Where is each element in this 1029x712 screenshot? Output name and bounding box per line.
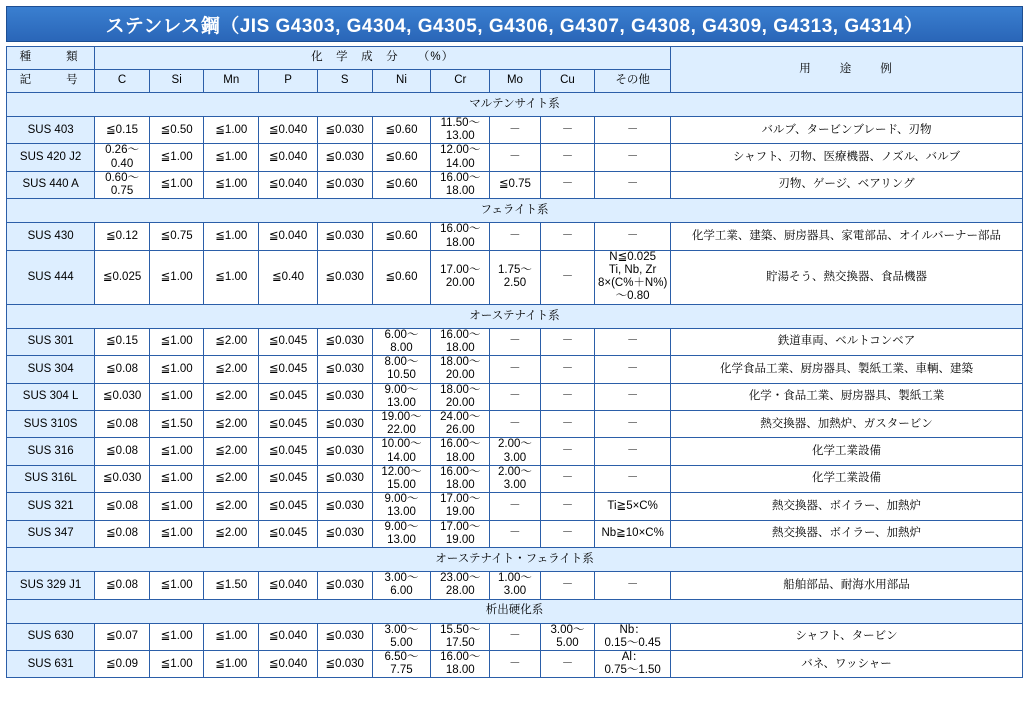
header-col-mo: Mo (490, 70, 540, 93)
cell-use-example: 熱交換器、ボイラー、加熱炉 (670, 493, 1022, 520)
header-col-s: S (317, 70, 372, 93)
steel-code: SUS 316 (7, 438, 95, 465)
cell-mo: － (490, 328, 540, 355)
cell-cr: 11.50～ 13.00 (431, 117, 490, 144)
table-row (7, 572, 1023, 599)
cell-c: ≦0.08 (95, 410, 150, 437)
cell-other: － (595, 465, 671, 492)
cell-mn: ≦1.00 (204, 250, 259, 304)
cell-p: ≦0.040 (259, 171, 318, 198)
steel-code: SUS 420 J2 (7, 144, 95, 171)
cell-use-example: 刃物、ゲージ、ベアリング (670, 171, 1022, 198)
cell-s: ≦0.030 (317, 356, 372, 383)
cell-mo: － (490, 623, 540, 650)
cell-p: ≦0.040 (259, 117, 318, 144)
cell-s: ≦0.030 (317, 171, 372, 198)
cell-ni: 3.00～ 6.00 (372, 572, 431, 599)
steel-code: SUS 329 J1 (7, 572, 95, 599)
cell-si: ≦1.00 (149, 572, 204, 599)
group-name: フェライト系 (7, 199, 1023, 223)
cell-mo: 1.75～ 2.50 (490, 250, 540, 304)
cell-other: － (595, 117, 671, 144)
cell-mo: ≦0.75 (490, 171, 540, 198)
cell-c: ≦0.15 (95, 328, 150, 355)
cell-mn: ≦2.00 (204, 465, 259, 492)
cell-p: ≦0.040 (259, 223, 318, 250)
cell-c: ≦0.08 (95, 438, 150, 465)
steel-code: SUS 403 (7, 117, 95, 144)
cell-c: 0.26～ 0.40 (95, 144, 150, 171)
header-use-group: 用 途 例 (670, 47, 1022, 93)
cell-p: ≦0.040 (259, 144, 318, 171)
cell-s: ≦0.030 (317, 465, 372, 492)
cell-c: ≦0.08 (95, 356, 150, 383)
cell-s: ≦0.030 (317, 438, 372, 465)
cell-cu: － (540, 383, 595, 410)
cell-ni: 12.00～ 15.00 (372, 465, 431, 492)
cell-cr: 16.00～ 18.00 (431, 651, 490, 678)
cell-other: － (595, 171, 671, 198)
cell-si: ≦1.00 (149, 356, 204, 383)
cell-mn: ≦2.00 (204, 383, 259, 410)
cell-mo: 1.00～ 3.00 (490, 572, 540, 599)
group-name: マルテンサイト系 (7, 93, 1023, 117)
cell-c: 0.60～ 0.75 (95, 171, 150, 198)
cell-cr: 17.00～ 19.00 (431, 493, 490, 520)
cell-use-example: 熱交換器、ボイラー、加熱炉 (670, 520, 1022, 547)
cell-si: ≦1.00 (149, 250, 204, 304)
table-row (7, 328, 1023, 355)
cell-cu: － (540, 410, 595, 437)
header-composition-group: 化 学 成 分 （%） (95, 47, 671, 70)
cell-cu: － (540, 651, 595, 678)
cell-other: Nb： 0.15～0.45 (595, 623, 671, 650)
steel-code: SUS 630 (7, 623, 95, 650)
cell-p: ≦0.040 (259, 651, 318, 678)
cell-mn: ≦1.00 (204, 223, 259, 250)
group-name: オーステナイト系 (7, 304, 1023, 328)
table-row (7, 623, 1023, 650)
cell-p: ≦0.40 (259, 250, 318, 304)
cell-p: ≦0.040 (259, 623, 318, 650)
cell-c: ≦0.08 (95, 572, 150, 599)
table-body (7, 93, 1023, 678)
cell-other: Ti≧5×C% (595, 493, 671, 520)
cell-p: ≦0.045 (259, 465, 318, 492)
steel-code: SUS 304 L (7, 383, 95, 410)
table-row (7, 520, 1023, 547)
cell-cu: － (540, 438, 595, 465)
cell-p: ≦0.045 (259, 356, 318, 383)
cell-mo: － (490, 520, 540, 547)
header-col-c: C (95, 70, 150, 93)
cell-cr: 24.00～ 26.00 (431, 410, 490, 437)
cell-ni: 9.00～ 13.00 (372, 520, 431, 547)
cell-si: ≦1.00 (149, 328, 204, 355)
cell-mo: － (490, 383, 540, 410)
cell-cr: 18.00～ 20.00 (431, 356, 490, 383)
cell-mn: ≦1.50 (204, 572, 259, 599)
cell-other: Nb≧10×C% (595, 520, 671, 547)
table-row (7, 493, 1023, 520)
header-kind-line2: 記 号 (7, 70, 95, 93)
cell-cu: － (540, 328, 595, 355)
table-row (7, 250, 1023, 304)
cell-s: ≦0.030 (317, 144, 372, 171)
cell-si: ≦0.50 (149, 117, 204, 144)
cell-cu: － (540, 356, 595, 383)
header-col-other: その他 (595, 70, 671, 93)
cell-ni: ≦0.60 (372, 250, 431, 304)
cell-cu: － (540, 493, 595, 520)
cell-p: ≦0.045 (259, 383, 318, 410)
group-header-row (7, 599, 1023, 623)
cell-si: ≦1.00 (149, 383, 204, 410)
cell-cu: － (540, 144, 595, 171)
group-header-row (7, 304, 1023, 328)
cell-c: ≦0.08 (95, 493, 150, 520)
cell-c: ≦0.025 (95, 250, 150, 304)
cell-s: ≦0.030 (317, 520, 372, 547)
cell-use-example: 化学・食品工業、厨房器具、製紙工業 (670, 383, 1022, 410)
cell-mn: ≦1.00 (204, 144, 259, 171)
cell-mo: － (490, 356, 540, 383)
cell-mo: 2.00～ 3.00 (490, 438, 540, 465)
group-name: オーステナイト・フェライト系 (7, 548, 1023, 572)
cell-s: ≦0.030 (317, 250, 372, 304)
header-col-cr: Cr (431, 70, 490, 93)
cell-p: ≦0.045 (259, 328, 318, 355)
cell-cu: 3.00～ 5.00 (540, 623, 595, 650)
cell-mo: 2.00～ 3.00 (490, 465, 540, 492)
cell-c: ≦0.030 (95, 383, 150, 410)
cell-s: ≦0.030 (317, 623, 372, 650)
header-col-si: Si (149, 70, 204, 93)
cell-ni: 9.00～ 13.00 (372, 493, 431, 520)
cell-cr: 16.00～ 18.00 (431, 438, 490, 465)
steel-code: SUS 631 (7, 651, 95, 678)
cell-c: ≦0.12 (95, 223, 150, 250)
table-header (7, 47, 1023, 93)
steel-code: SUS 304 (7, 356, 95, 383)
cell-use-example: 鉄道車両、ベルトコンベア (670, 328, 1022, 355)
cell-cr: 18.00～ 20.00 (431, 383, 490, 410)
cell-cu: － (540, 465, 595, 492)
page-root (0, 6, 1029, 712)
cell-ni: ≦0.60 (372, 144, 431, 171)
steel-code: SUS 301 (7, 328, 95, 355)
cell-use-example: シャフト、刃物、医療機器、ノズル、バルブ (670, 144, 1022, 171)
cell-mn: ≦2.00 (204, 438, 259, 465)
cell-mn: ≦2.00 (204, 328, 259, 355)
cell-mo: － (490, 223, 540, 250)
cell-use-example: 化学工業設備 (670, 438, 1022, 465)
table-row (7, 383, 1023, 410)
cell-use-example: シャフト、タービン (670, 623, 1022, 650)
cell-other: － (595, 572, 671, 599)
cell-s: ≦0.030 (317, 493, 372, 520)
cell-si: ≦1.00 (149, 171, 204, 198)
cell-use-example: 船舶部品、耐海水用部品 (670, 572, 1022, 599)
cell-cr: 16.00～ 18.00 (431, 171, 490, 198)
cell-cu: － (540, 250, 595, 304)
cell-s: ≦0.030 (317, 383, 372, 410)
cell-mn: ≦1.00 (204, 171, 259, 198)
cell-cr: 16.00～ 18.00 (431, 465, 490, 492)
header-col-p: P (259, 70, 318, 93)
cell-si: ≦1.00 (149, 520, 204, 547)
cell-cr: 16.00～ 18.00 (431, 223, 490, 250)
header-row-group (7, 47, 1023, 70)
cell-s: ≦0.030 (317, 572, 372, 599)
cell-other: － (595, 410, 671, 437)
cell-mo: － (490, 651, 540, 678)
cell-c: ≦0.030 (95, 465, 150, 492)
group-header-row (7, 199, 1023, 223)
cell-other: － (595, 328, 671, 355)
group-name: 析出硬化系 (7, 599, 1023, 623)
cell-cr: 17.00～ 20.00 (431, 250, 490, 304)
header-col-mn: Mn (204, 70, 259, 93)
cell-si: ≦1.00 (149, 465, 204, 492)
cell-other: － (595, 356, 671, 383)
stainless-steel-table (6, 46, 1023, 678)
table-row (7, 410, 1023, 437)
cell-mo: － (490, 117, 540, 144)
cell-s: ≦0.030 (317, 223, 372, 250)
cell-other: － (595, 223, 671, 250)
group-header-row (7, 548, 1023, 572)
cell-ni: 8.00～ 10.50 (372, 356, 431, 383)
cell-s: ≦0.030 (317, 651, 372, 678)
cell-other: N≦0.025 Ti, Nb, Zr 8×(C%＋N%)～0.80 (595, 250, 671, 304)
table-row (7, 117, 1023, 144)
cell-ni: 10.00～ 14.00 (372, 438, 431, 465)
table-row (7, 651, 1023, 678)
cell-si: ≦1.00 (149, 144, 204, 171)
cell-ni: 6.00～ 8.00 (372, 328, 431, 355)
cell-other: － (595, 438, 671, 465)
cell-p: ≦0.040 (259, 572, 318, 599)
cell-c: ≦0.15 (95, 117, 150, 144)
cell-ni: ≦0.60 (372, 223, 431, 250)
group-header-row (7, 93, 1023, 117)
cell-mn: ≦1.00 (204, 623, 259, 650)
cell-ni: 9.00～ 13.00 (372, 383, 431, 410)
cell-mn: ≦2.00 (204, 410, 259, 437)
table-row (7, 171, 1023, 198)
cell-mn: ≦2.00 (204, 520, 259, 547)
cell-mo: － (490, 144, 540, 171)
cell-mn: ≦1.00 (204, 117, 259, 144)
page-title: ステンレス鋼（JIS G4303, G4304, G4305, G4306, G4307, G4308, G4309, G4313, G4314） (105, 15, 924, 37)
cell-other: － (595, 144, 671, 171)
steel-code: SUS 347 (7, 520, 95, 547)
cell-mo: － (490, 493, 540, 520)
cell-use-example: バルブ、タービンブレード、刃物 (670, 117, 1022, 144)
cell-p: ≦0.045 (259, 410, 318, 437)
cell-s: ≦0.030 (317, 328, 372, 355)
cell-use-example: 貯湯そう、熱交換器、食品機器 (670, 250, 1022, 304)
cell-ni: 6.50～ 7.75 (372, 651, 431, 678)
cell-p: ≦0.045 (259, 520, 318, 547)
cell-use-example: 熱交換器、加熱炉、ガスタービン (670, 410, 1022, 437)
cell-cr: 23.00～ 28.00 (431, 572, 490, 599)
cell-use-example: バネ、ワッシャー (670, 651, 1022, 678)
cell-mn: ≦2.00 (204, 493, 259, 520)
cell-p: ≦0.045 (259, 438, 318, 465)
cell-cu: － (540, 520, 595, 547)
cell-use-example: 化学食品工業、厨房器具、製紙工業、車輌、建築 (670, 356, 1022, 383)
cell-si: ≦1.00 (149, 438, 204, 465)
table-row (7, 223, 1023, 250)
cell-cr: 12.00～ 14.00 (431, 144, 490, 171)
cell-c: ≦0.08 (95, 520, 150, 547)
cell-cu: － (540, 223, 595, 250)
cell-other: Al： 0.75～1.50 (595, 651, 671, 678)
cell-cu: － (540, 117, 595, 144)
steel-code: SUS 321 (7, 493, 95, 520)
cell-ni: ≦0.60 (372, 117, 431, 144)
cell-s: ≦0.030 (317, 410, 372, 437)
cell-si: ≦0.75 (149, 223, 204, 250)
cell-p: ≦0.045 (259, 493, 318, 520)
steel-code: SUS 430 (7, 223, 95, 250)
table-row (7, 356, 1023, 383)
cell-ni: 3.00～ 5.00 (372, 623, 431, 650)
cell-use-example: 化学工業設備 (670, 465, 1022, 492)
header-kind-line1: 種 類 (7, 47, 95, 70)
cell-other: － (595, 383, 671, 410)
cell-c: ≦0.09 (95, 651, 150, 678)
cell-si: ≦1.50 (149, 410, 204, 437)
cell-cr: 16.00～ 18.00 (431, 328, 490, 355)
cell-si: ≦1.00 (149, 651, 204, 678)
table-row (7, 465, 1023, 492)
steel-code: SUS 444 (7, 250, 95, 304)
page-title-bar (6, 6, 1023, 42)
cell-cu: － (540, 171, 595, 198)
cell-use-example: 化学工業、建築、厨房器具、家電部品、オイルバーナー部品 (670, 223, 1022, 250)
table-row (7, 438, 1023, 465)
cell-cu: － (540, 572, 595, 599)
cell-c: ≦0.07 (95, 623, 150, 650)
cell-si: ≦1.00 (149, 493, 204, 520)
cell-s: ≦0.030 (317, 117, 372, 144)
cell-ni: 19.00～ 22.00 (372, 410, 431, 437)
cell-si: ≦1.00 (149, 623, 204, 650)
cell-mn: ≦2.00 (204, 356, 259, 383)
cell-cr: 15.50～ 17.50 (431, 623, 490, 650)
cell-mo: － (490, 410, 540, 437)
cell-ni: ≦0.60 (372, 171, 431, 198)
steel-code: SUS 316L (7, 465, 95, 492)
cell-cr: 17.00～ 19.00 (431, 520, 490, 547)
header-col-cu: Cu (540, 70, 595, 93)
steel-code: SUS 440 A (7, 171, 95, 198)
cell-mn: ≦1.00 (204, 651, 259, 678)
steel-code: SUS 310S (7, 410, 95, 437)
table-row (7, 144, 1023, 171)
header-col-ni: Ni (372, 70, 431, 93)
